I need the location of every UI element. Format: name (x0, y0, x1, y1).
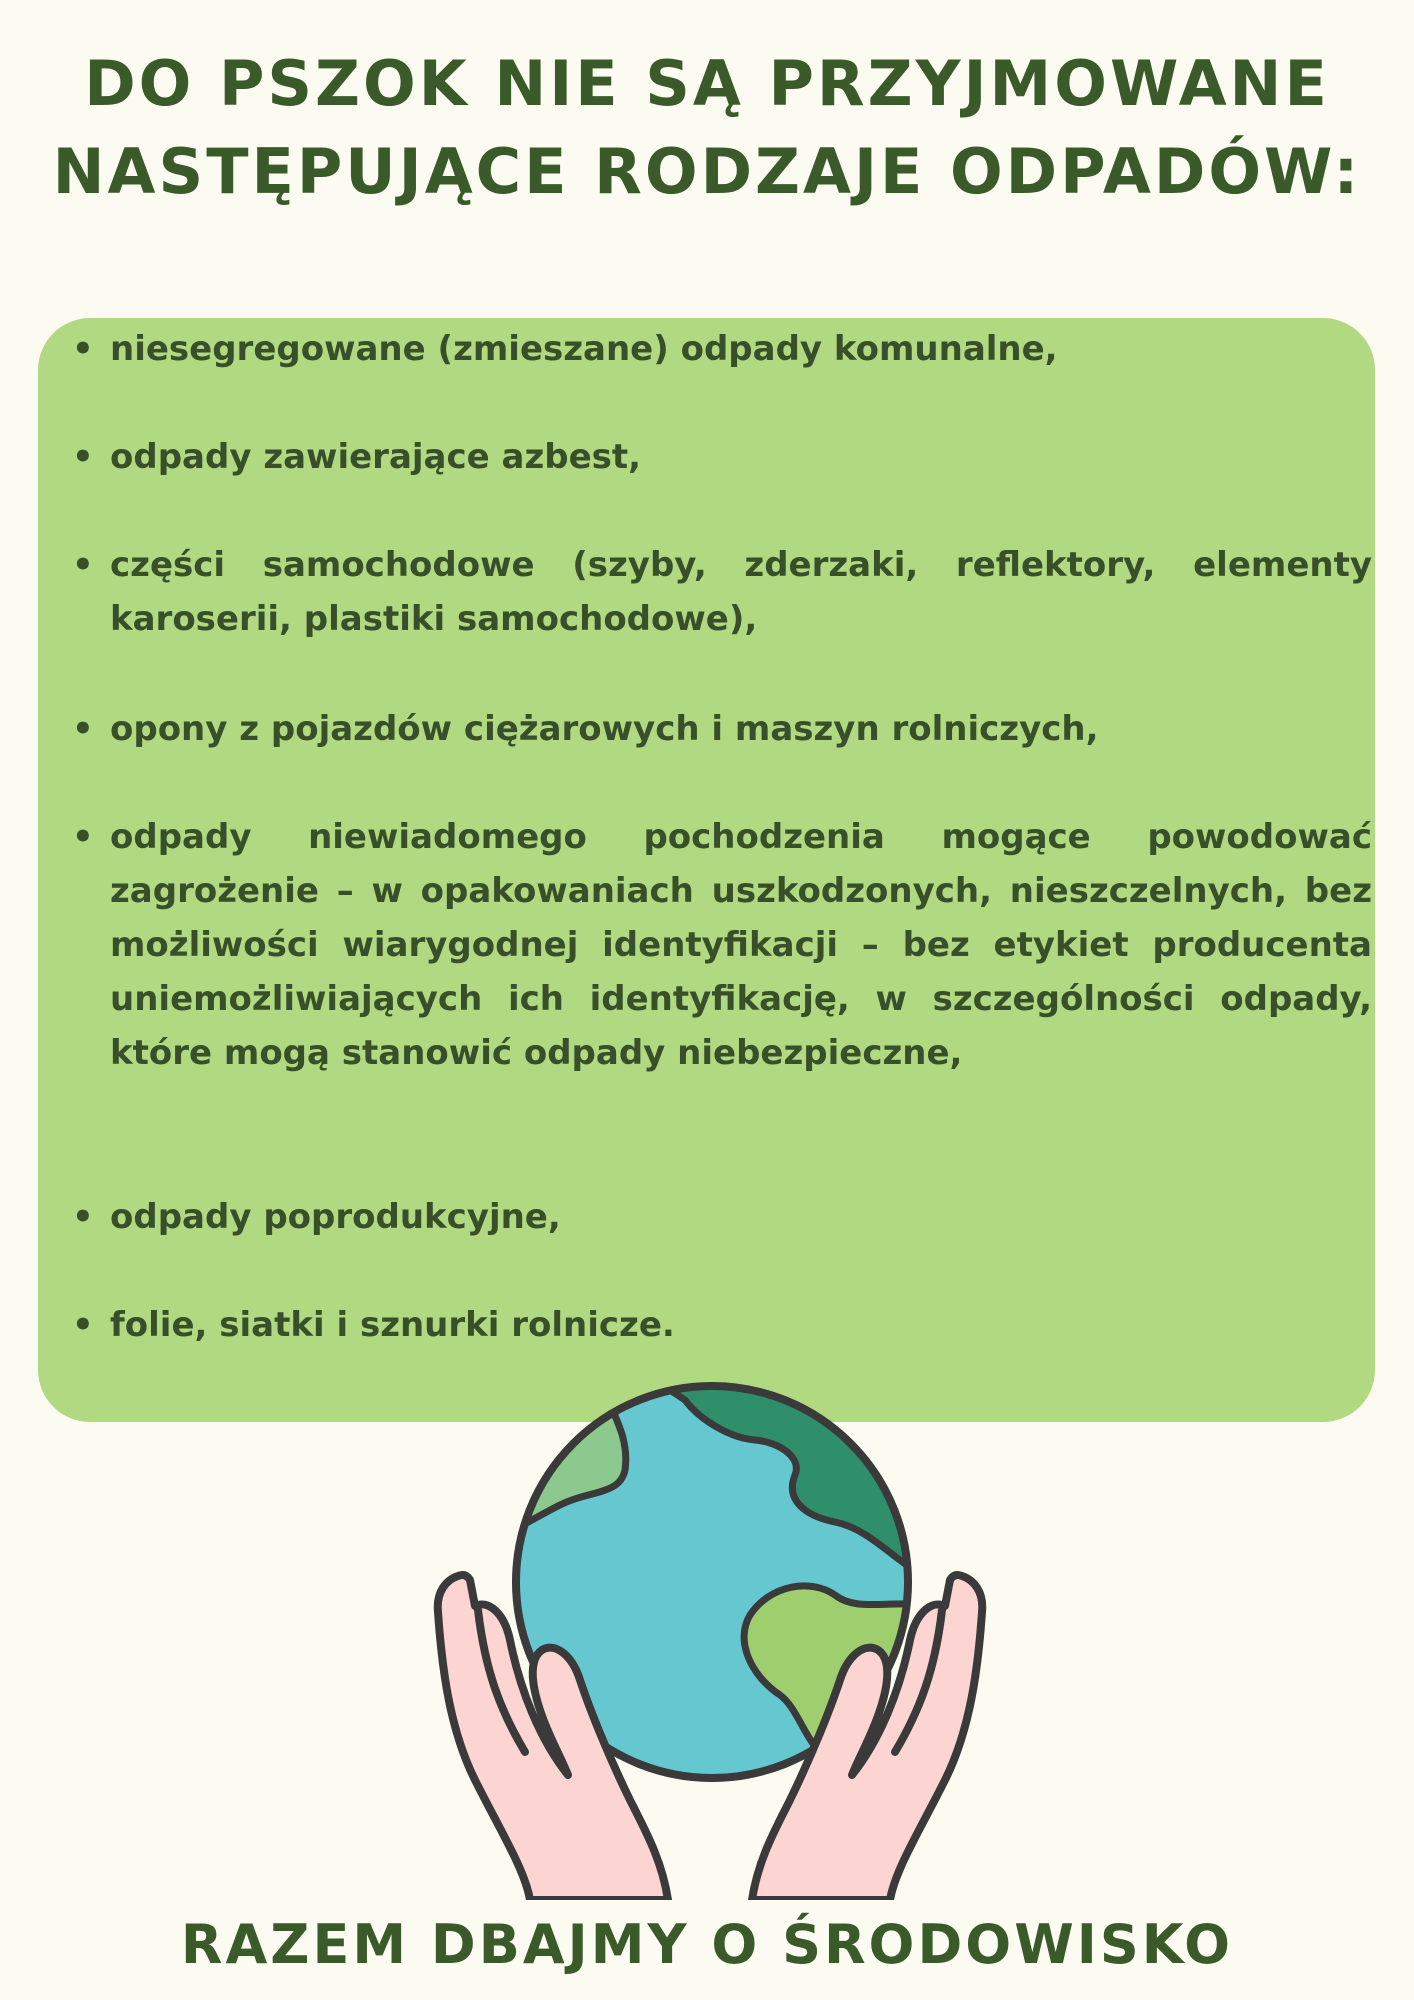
bullet-icon: • (72, 817, 94, 857)
bullet-icon: • (72, 709, 94, 749)
bullet-icon: • (72, 329, 94, 369)
title-line-2: NASTĘPUJĄCE RODZAJE ODPADÓW: (52, 135, 1362, 208)
title-line-1: DO PSZOK NIE SĄ PRZYJMOWANE (84, 47, 1330, 120)
hands-holding-globe-illustration (430, 1380, 990, 1900)
list-item (72, 322, 1372, 376)
list-item-text: niesegregowane (zmieszane) odpady komunalne, (110, 329, 1058, 369)
footer-slogan: RAZEM DBAJMY O ŚRODOWISKO (180, 1913, 1234, 1976)
list-item-text: części samochodowe (szyby, zderzaki, reflektory, elementy karoserii, plastiki samochodowe), (110, 545, 1372, 639)
bullet-icon: • (72, 437, 94, 477)
list-item-text: odpady poprodukcyjne, (110, 1197, 561, 1237)
list-item (72, 430, 1372, 484)
list-item (72, 1190, 1372, 1244)
list-item (72, 1298, 1372, 1352)
list-item-text: odpady zawierające azbest, (110, 437, 642, 477)
list-item (72, 702, 1372, 756)
list-item (72, 538, 1372, 646)
list-item-text: opony z pojazdów ciężarowych i maszyn rolniczych, (110, 709, 1099, 749)
poster-title (0, 40, 1414, 216)
bullet-icon: • (72, 545, 94, 585)
bullet-icon: • (72, 1305, 94, 1345)
list-item-text: odpady niewiadomego pochodzenia mogące powodować zagrożenie – w opakowaniach uszkodzonych, nieszczelnych, bez możliwości wiarygodnej identyfikacji – bez etykiet producenta uniemożliwiających ich identyfikację, w szczególności odpady, które mogą stanowić odpady niebezpieczne, (110, 817, 1372, 1073)
list-item-text: folie, siatki i sznurki rolnicze. (110, 1305, 675, 1345)
bullet-icon: • (72, 1197, 94, 1237)
list-item (72, 810, 1372, 1080)
